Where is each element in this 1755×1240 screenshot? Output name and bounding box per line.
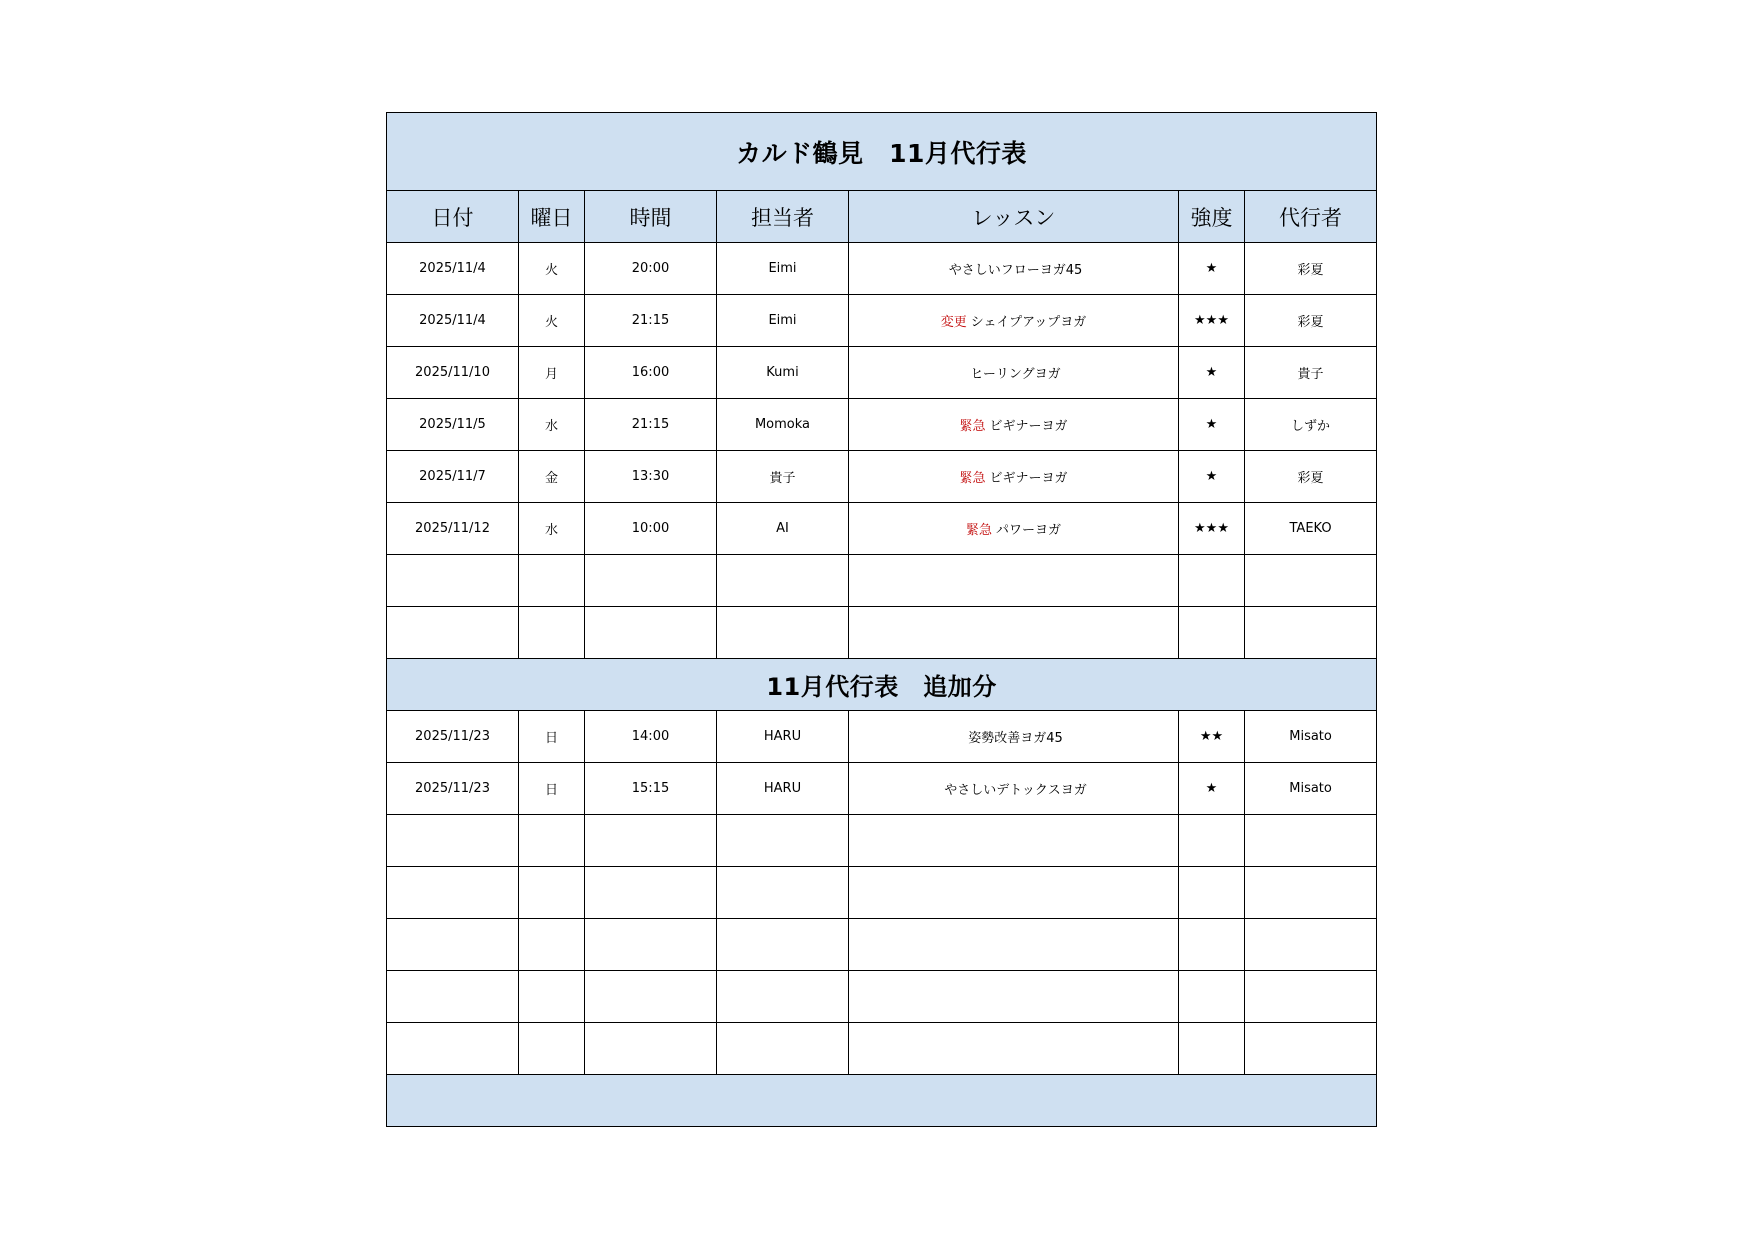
cell-date: 2025/11/10 [387,347,519,399]
table-row [387,555,1377,607]
header-time: 時間 [585,191,717,243]
cell-intensity [1179,815,1245,867]
cell-weekday [519,555,585,607]
header-date: 日付 [387,191,519,243]
cell-intensity: ★ [1179,763,1245,815]
table-row [387,451,1377,503]
cell-weekday: 火 [519,295,585,347]
cell-time: 21:15 [585,295,717,347]
cell-intensity: ★ [1179,399,1245,451]
cell-weekday [519,867,585,919]
cell-weekday: 水 [519,399,585,451]
lesson-name: 姿勢改善ヨガ45 [968,731,1063,746]
lesson-status-tag: 緊急 [959,419,986,434]
cell-time: 14:00 [585,711,717,763]
cell-substitute: しずか [1245,399,1377,451]
header-substitute: 代行者 [1245,191,1377,243]
header-intensity: 強度 [1179,191,1245,243]
cell-lesson [849,815,1179,867]
cell-weekday: 日 [519,711,585,763]
cell-substitute [1245,1023,1377,1075]
cell-date: 2025/11/12 [387,503,519,555]
lesson-status-tag: 変更 [940,315,967,330]
cell-lesson [849,399,1179,451]
header-instructor: 担当者 [717,191,849,243]
cell-date [387,555,519,607]
cell-time [585,607,717,659]
table-row [387,399,1377,451]
cell-intensity: ★ [1179,451,1245,503]
cell-weekday: 月 [519,347,585,399]
cell-intensity: ★★ [1179,711,1245,763]
cell-lesson [849,503,1179,555]
cell-time [585,867,717,919]
table-row [387,815,1377,867]
cell-substitute [1245,555,1377,607]
cell-substitute [1245,919,1377,971]
cell-substitute [1245,815,1377,867]
cell-date [387,971,519,1023]
cell-weekday [519,607,585,659]
cell-instructor [717,555,849,607]
cell-weekday: 日 [519,763,585,815]
cell-date [387,867,519,919]
cell-intensity: ★★★ [1179,503,1245,555]
cell-lesson [849,607,1179,659]
cell-weekday [519,1023,585,1075]
column-header-row [387,191,1377,243]
cell-lesson [849,971,1179,1023]
footer-row [387,1075,1377,1127]
table-row [387,867,1377,919]
table-row [387,503,1377,555]
table-row [387,607,1377,659]
cell-date [387,1023,519,1075]
cell-time: 16:00 [585,347,717,399]
cell-instructor [717,919,849,971]
cell-substitute: 貴子 [1245,347,1377,399]
cell-intensity [1179,867,1245,919]
footer-cell [387,1075,1377,1127]
cell-weekday: 火 [519,243,585,295]
table-row [387,295,1377,347]
header-weekday: 曜日 [519,191,585,243]
cell-instructor: Kumi [717,347,849,399]
lesson-status-tag: 緊急 [965,523,992,538]
cell-instructor [717,815,849,867]
table-row [387,1023,1377,1075]
cell-instructor: HARU [717,763,849,815]
lesson-name: ビギナーヨガ [989,419,1068,434]
additional-section-title: 11月代行表 追加分 [387,659,1377,711]
cell-intensity [1179,607,1245,659]
lesson-name: シェイプアップヨガ [970,315,1087,330]
cell-substitute [1245,867,1377,919]
table-row [387,347,1377,399]
cell-substitute: 彩夏 [1245,295,1377,347]
cell-instructor: 貴子 [717,451,849,503]
cell-instructor [717,607,849,659]
cell-time [585,1023,717,1075]
cell-intensity: ★★★ [1179,295,1245,347]
additional-section-row [387,659,1377,711]
cell-lesson [849,451,1179,503]
cell-lesson [849,1023,1179,1075]
cell-substitute: TAEKO [1245,503,1377,555]
cell-instructor [717,867,849,919]
cell-lesson [849,555,1179,607]
table-row [387,919,1377,971]
cell-lesson [849,711,1179,763]
header-lesson: レッスン [849,191,1179,243]
table-row [387,243,1377,295]
title-row [387,113,1377,191]
cell-weekday: 金 [519,451,585,503]
cell-lesson [849,919,1179,971]
cell-intensity [1179,919,1245,971]
cell-intensity [1179,1023,1245,1075]
cell-weekday [519,971,585,1023]
cell-intensity: ★ [1179,347,1245,399]
cell-instructor: Eimi [717,295,849,347]
table-row [387,971,1377,1023]
substitute-schedule-table [386,112,1377,1127]
cell-date [387,919,519,971]
cell-date: 2025/11/23 [387,763,519,815]
cell-time [585,815,717,867]
cell-time: 15:15 [585,763,717,815]
cell-intensity [1179,555,1245,607]
lesson-name: ヒーリングヨガ [970,367,1061,382]
cell-substitute: Misato [1245,763,1377,815]
cell-time: 13:30 [585,451,717,503]
cell-instructor: AI [717,503,849,555]
cell-instructor [717,1023,849,1075]
cell-time: 10:00 [585,503,717,555]
lesson-status-tag: 緊急 [959,471,986,486]
cell-intensity [1179,971,1245,1023]
cell-date: 2025/11/4 [387,243,519,295]
cell-instructor: Eimi [717,243,849,295]
page-title: カルド鶴見 11月代行表 [387,113,1377,191]
cell-instructor [717,971,849,1023]
cell-instructor: HARU [717,711,849,763]
cell-date [387,607,519,659]
cell-substitute: Misato [1245,711,1377,763]
cell-substitute [1245,971,1377,1023]
table-row [387,763,1377,815]
cell-substitute: 彩夏 [1245,451,1377,503]
lesson-name: パワーヨガ [996,523,1062,538]
cell-time: 20:00 [585,243,717,295]
cell-time [585,971,717,1023]
cell-intensity: ★ [1179,243,1245,295]
cell-weekday [519,815,585,867]
cell-instructor: Momoka [717,399,849,451]
lesson-name: やさしいデトックスヨガ [944,783,1087,798]
lesson-name: やさしいフローヨガ45 [948,263,1083,278]
cell-date: 2025/11/5 [387,399,519,451]
cell-time [585,555,717,607]
cell-time: 21:15 [585,399,717,451]
table-row [387,711,1377,763]
cell-lesson [849,763,1179,815]
cell-time [585,919,717,971]
cell-weekday [519,919,585,971]
cell-weekday: 水 [519,503,585,555]
cell-date: 2025/11/7 [387,451,519,503]
cell-substitute [1245,607,1377,659]
lesson-name: ビギナーヨガ [989,471,1068,486]
cell-date [387,815,519,867]
cell-lesson [849,867,1179,919]
cell-substitute: 彩夏 [1245,243,1377,295]
cell-lesson [849,347,1179,399]
cell-lesson [849,243,1179,295]
cell-lesson [849,295,1179,347]
cell-date: 2025/11/4 [387,295,519,347]
cell-date: 2025/11/23 [387,711,519,763]
